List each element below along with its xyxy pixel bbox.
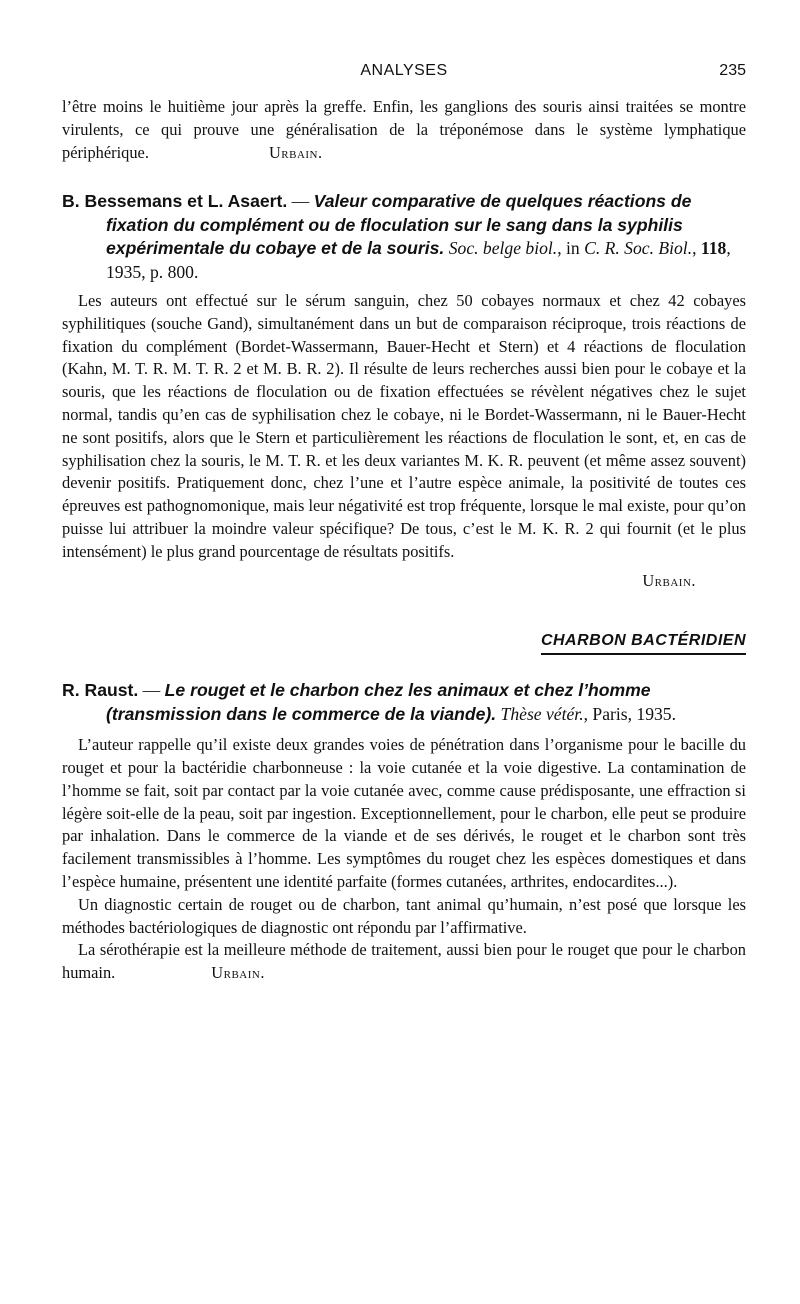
entry-2-paragraph-3-text: La sérothérapie est la meilleure méthode de traitement, aussi bien pour le rouget que pour le charbon humain. xyxy=(62,940,746,983)
entry-2-title: Le rouget et le charbon chez les animaux et chez l’homme (transmission dans le commerce de la viande). xyxy=(106,680,651,724)
entry-2-paragraph-1: L’auteur rappelle qu’il existe deux grandes voies de pénétration dans l’organisme pour le bacille du rouget et pour la bactéridie charbonneuse : la voie cutanée et la voie digestive. La contamination de l’homme se fait, soit par contact par la voie cutanée avec, comme cause prédisposante, une effraction si légère soit-elle de la peau, soit par ingestion. Exceptionnellement, pour le charbon, elle peut se produire par inhalation. Dans le commerce de la viande et de ses dérivés, le rouget et le charbon sont très facilement transmissibles à l’homme. Les symptômes du rouget chez les espèces domestiques et dans l’espèce humaine, présentent une identité parfaite (formes cutanées, arthrites, endocardites...). xyxy=(62,735,746,891)
entry-2-author: R. Raust. xyxy=(62,680,139,701)
entry-1-title: Valeur comparative de quelques réactions de fixation du complément ou de floculation sur le sang dans la syphilis expérimentale du cobaye et de la souris. xyxy=(106,191,692,259)
section-heading xyxy=(62,632,746,655)
signature-2: Urbain. xyxy=(642,570,696,590)
entry-2-source: Thèse vétér. xyxy=(500,703,584,724)
entry-1-volume: 118 xyxy=(700,238,727,259)
page xyxy=(62,62,746,985)
continued-text: l’être moins le huitième jour après la greffe. Enfin, les ganglions des souris ainsi traitées se montre virulents, ce qui prouve une généralisation de la tréponémose dans le système lymphatique périphérique. xyxy=(62,97,746,162)
section-heading-text: CHARBON BACTÉRIDIEN xyxy=(541,632,746,655)
entry-2-dash: — xyxy=(142,680,161,701)
entry-2-citation: , Paris, 1935. xyxy=(583,703,676,724)
entry-1-body: Les auteurs ont effectué sur le sérum sanguin, chez 50 cobayes normaux et chez 42 cobayes syphilitiques (souche Gand), simultanément dans un but de comparaison réciproque, trois réactions de fixation du complément (Bordet-Wassermann, Bauer-Hecht et Stern) et 4 réactions de floculation (Kahn, M. T. R. M. T. R. 2 et M. B. R. 2). Il résulte de leurs recherches aussi bien pour le cobaye et la souris, que les réactions de floculation ou de fixation effectuées se révèlent négatives chez le sujet normal, tandis qu’en cas de syphilisation chez le cobaye, ni le Bordet-Wassermann, ni le Bauer-Hecht ne sont positifs, alors que le Stern et particulièrement les réactions de floculation le sont, et, en cas de syphilisation chez la souris, le M. T. R. et les deux variantes M. K. R. peuvent (et même assez souvent) devenir positifs. Pratiquement donc, chez l’une et l’autre espèce animale, la positivité de toutes ces épreuves est pathognomonique, mais leur négativité est trop fréquente, lorsque le mal existe, pour qu’on puisse lui attribuer la moindre valeur spécifique? De tous, c’est le M. K. R. 2 qui fournit (et le plus intensément) le plus grand pourcentage de résultats positifs. xyxy=(62,291,746,561)
page-number: 235 xyxy=(719,62,746,79)
entry-1-author: B. Bessemans et L. Asaert. xyxy=(62,191,288,212)
running-title: ANALYSES xyxy=(360,62,448,79)
entry-2-paragraph-3 xyxy=(62,939,746,985)
entry-1-dash: — xyxy=(291,191,310,212)
entry-1-journal: C. R. Soc. Biol. xyxy=(584,238,693,259)
entry-1-citation: , 1935, p. 800. xyxy=(106,238,731,282)
entry-1-heading: B. Bessemans et L. Asaert. — Valeur comparative de quelques réactions de fixation du complément ou de floculation sur le sang dans la syphilis expérimentale du cobaye et de la souris. Soc. belge biol., in C. R. Soc. Biol., 118, 1935, p. 800. xyxy=(62,191,731,282)
running-head xyxy=(62,62,746,86)
entry-1-source: Soc. belge biol. xyxy=(448,238,558,259)
signature-1: Urbain. xyxy=(268,142,323,162)
entry-2-paragraph-2: Un diagnostic certain de rouget ou de charbon, tant animal qu’humain, n’est posé que lorsque les méthodes bactériologiques de diagnostic ont répondu par l’affirmative. xyxy=(62,894,746,937)
entry-1-source-in: , in xyxy=(557,238,585,259)
entry-2-heading xyxy=(62,679,746,726)
continued-paragraph xyxy=(62,96,746,164)
signature-3: Urbain. xyxy=(211,963,265,983)
